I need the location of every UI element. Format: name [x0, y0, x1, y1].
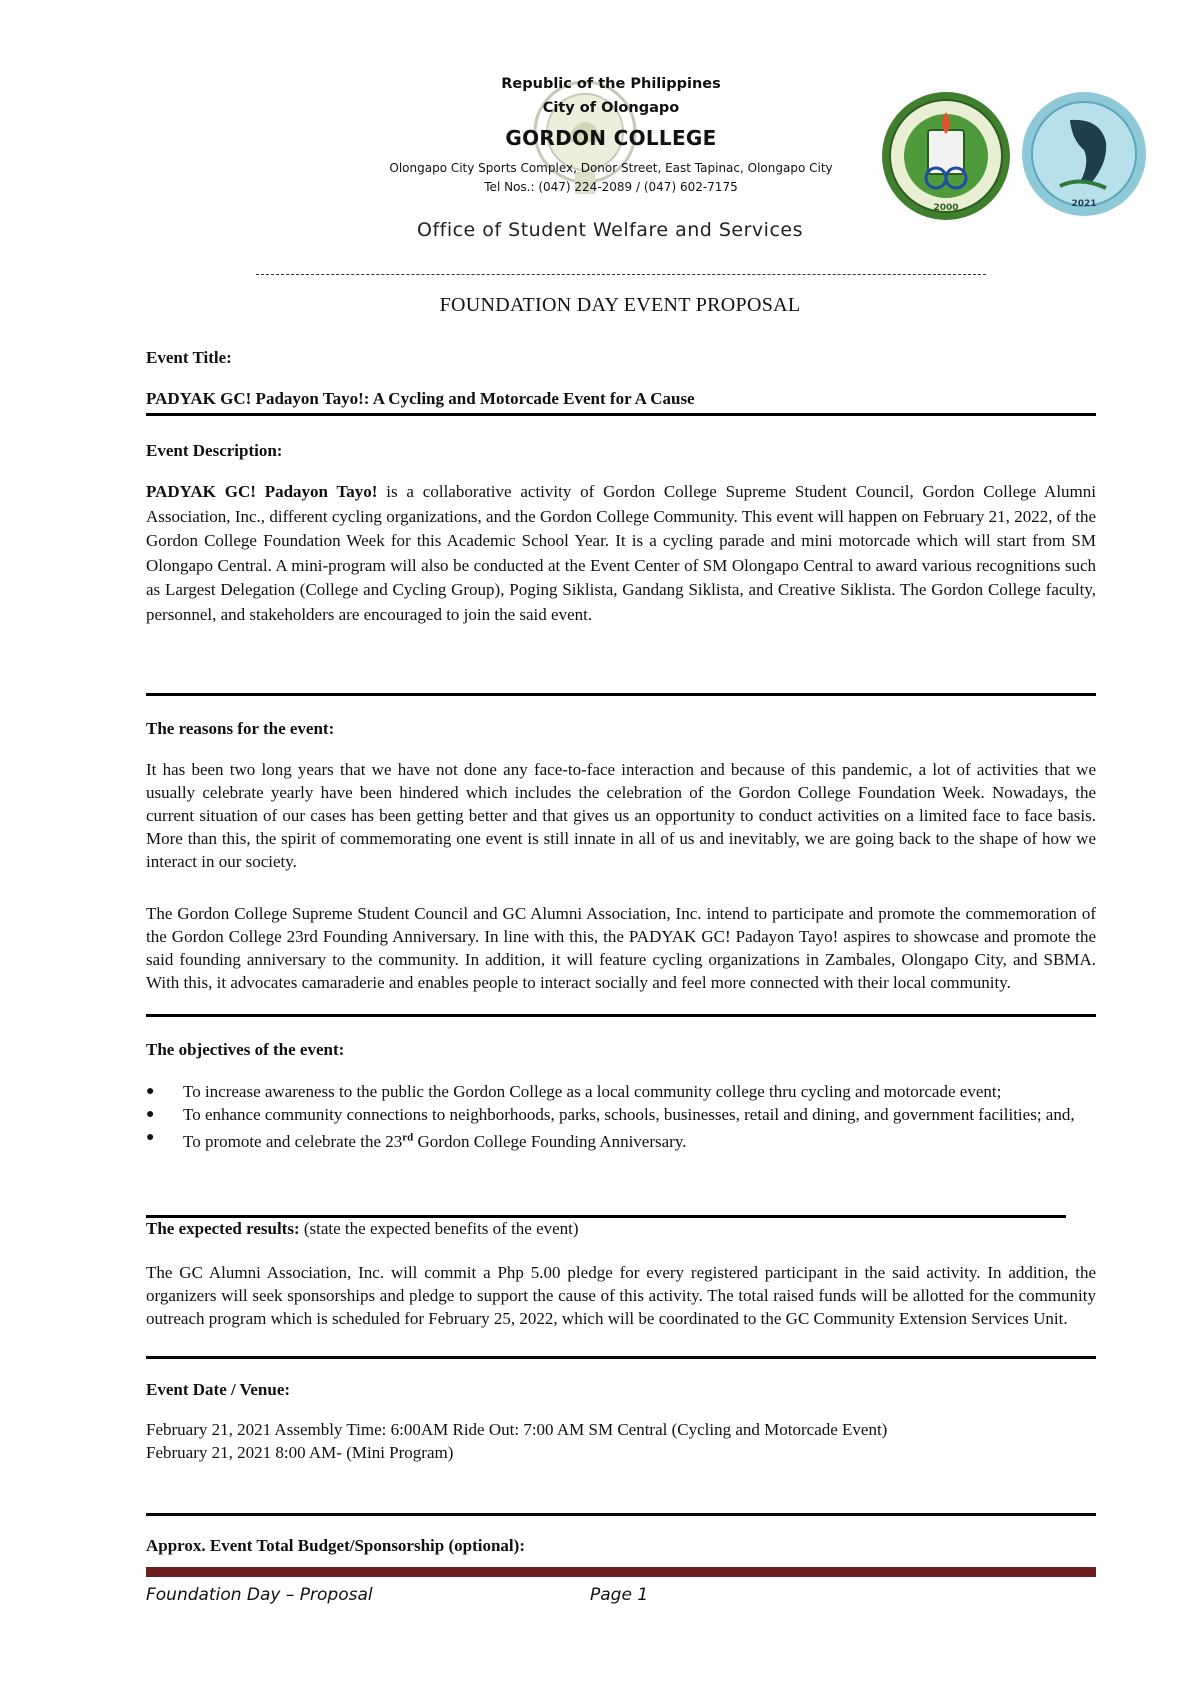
- list-item: [146, 1080, 1096, 1103]
- header-telephone: Tel Nos.: (047) 224-2089 / (047) 602-7175: [484, 180, 738, 194]
- list-item: [146, 1126, 1096, 1153]
- expected-results-label: The expected results:: [146, 1219, 300, 1238]
- footer-bar: [146, 1567, 1096, 1577]
- objective-3-pre: To promote and celebrate the 23: [183, 1131, 403, 1151]
- objective-text: [183, 1132, 686, 1151]
- objective-3-sup: rd: [402, 1131, 414, 1143]
- section-rule: [146, 1513, 1096, 1516]
- objectives-list: [146, 1080, 1096, 1153]
- section-rule: [146, 1215, 1066, 1218]
- section-rule: [146, 693, 1096, 696]
- list-item: [146, 1103, 1096, 1126]
- event-title-value: PADYAK GC! Padayon Tayo!: A Cycling and Motorcade Event for A Cause: [146, 389, 695, 408]
- reasons-paragraph-2: The Gordon College Supreme Student Council and GC Alumni Association, Inc. intend to participate and promote the commemoration of the Gordon College 23rd Founding Anniversary. In line with this, the PADYAK GC! Padayon Tayo! aspires to showcase and promote the said founding anniversary to the community. In addition, it will feature cycling organizations in Zambales, Olongapo City, and SBMA. With this, it advocates camaraderie and enables people to interact socially and feel more connected with their local community.: [146, 904, 1096, 992]
- section-rule: [146, 1014, 1096, 1017]
- header-city: City of Olongapo: [542, 100, 680, 116]
- bullet-icon: ●: [146, 1084, 155, 1099]
- seal-green-year: 2000: [933, 203, 959, 213]
- event-date-line-1: February 21, 2021 Assembly Time: 6:00AM Ride Out: 7:00 AM SM Central (Cycling and Motorcade Event): [146, 1420, 888, 1439]
- expected-results-heading: [146, 1219, 1096, 1239]
- section-rule: [146, 1356, 1096, 1359]
- document-title: FOUNDATION DAY EVENT PROPOSAL: [439, 294, 801, 316]
- header-office: Office of Student Welfare and Services: [417, 219, 803, 241]
- section-rule: [146, 413, 1096, 416]
- objective-text: To enhance community connections to neighborhoods, parks, schools, businesses, retail and dining, and government facilities; and,: [183, 1105, 1075, 1124]
- expected-results-text: The GC Alumni Association, Inc. will commit a Php 5.00 pledge for every registered participant in the said activity. In addition, the organizers will seek sponsorships and pledge to support the cause of this activity. The total raised funds will be allotted for the community outreach program which is scheduled for February 25, 2022, which will be coordinated to the GC Community Extension Services Unit.: [146, 1263, 1096, 1328]
- bullet-icon: ●: [146, 1107, 155, 1122]
- reasons-paragraph-1: It has been two long years that we have not done any face-to-face interaction and because of this pandemic, a lot of activities that we usually celebrate yearly have been hindered which includes the celebration of the Gordon College Foundation Week. Nowadays, the current situation of our cases has been getting better and that gives us an opportunity to conduct activities on a limited face to face basis. More than this, the spirit of commemorating one event is still innate in all of us and inevitably, we are going back to the shape of how we interact in our society.: [146, 760, 1096, 871]
- header-separator: [256, 274, 986, 275]
- header-college-name: GORDON COLLEGE: [505, 126, 717, 150]
- ssc-seal-logo: [880, 90, 1012, 222]
- objective-text: To increase awareness to the public the Gordon College as a local community college thru cycling and motorcade event;: [183, 1082, 1002, 1101]
- header-republic: Republic of the Philippines: [501, 76, 721, 92]
- footer-document-name: Foundation Day – Proposal: [146, 1585, 373, 1605]
- reasons-label: The reasons for the event:: [146, 719, 335, 738]
- bullet-icon: ●: [146, 1130, 155, 1145]
- expected-results-hint: (state the expected benefits of the event): [299, 1219, 579, 1238]
- footer-page-number: Page 1: [590, 1585, 649, 1605]
- objective-3-post: Gordon College Founding Anniversary.: [413, 1131, 687, 1151]
- alumni-association-logo: [1020, 90, 1148, 218]
- event-title-label: Event Title:: [146, 348, 232, 367]
- event-date-lines: [146, 1418, 1096, 1464]
- budget-label: Approx. Event Total Budget/Sponsorship (optional):: [146, 1536, 525, 1555]
- event-date-line-2: February 21, 2021 8:00 AM- (Mini Program): [146, 1443, 454, 1462]
- objectives-label: The objectives of the event:: [146, 1040, 345, 1059]
- letterhead: [0, 0, 1200, 260]
- event-description-lead: PADYAK GC! Padayon Tayo!: [146, 482, 378, 501]
- event-description-text: [146, 480, 1096, 627]
- header-address: Olongapo City Sports Complex, Donor Street, East Tapinac, Olongapo City: [389, 161, 833, 175]
- event-description-body: is a collaborative activity of Gordon College Supreme Student Council, Gordon College Alumni Association, Inc., different cycling organizations, and the Gordon College Community. This event will happen on February 21, 2022, of the Gordon College Foundation Week for this Academic School Year. It is a cycling parade and mini motorcade which will start from SM Olongapo Central. A mini-program will also be conducted at the Event Center of SM Olongapo Central to award various recognitions such as Largest Delegation (College and Cycling Group), Poging Siklista, Gandang Siklista, and Creative Siklista. The Gordon College faculty, personnel, and stakeholders are encouraged to join the said event.: [146, 482, 1096, 624]
- event-description-label: Event Description:: [146, 441, 283, 460]
- event-date-label: Event Date / Venue:: [146, 1380, 291, 1399]
- seal-blue-year: 2021: [1071, 199, 1097, 209]
